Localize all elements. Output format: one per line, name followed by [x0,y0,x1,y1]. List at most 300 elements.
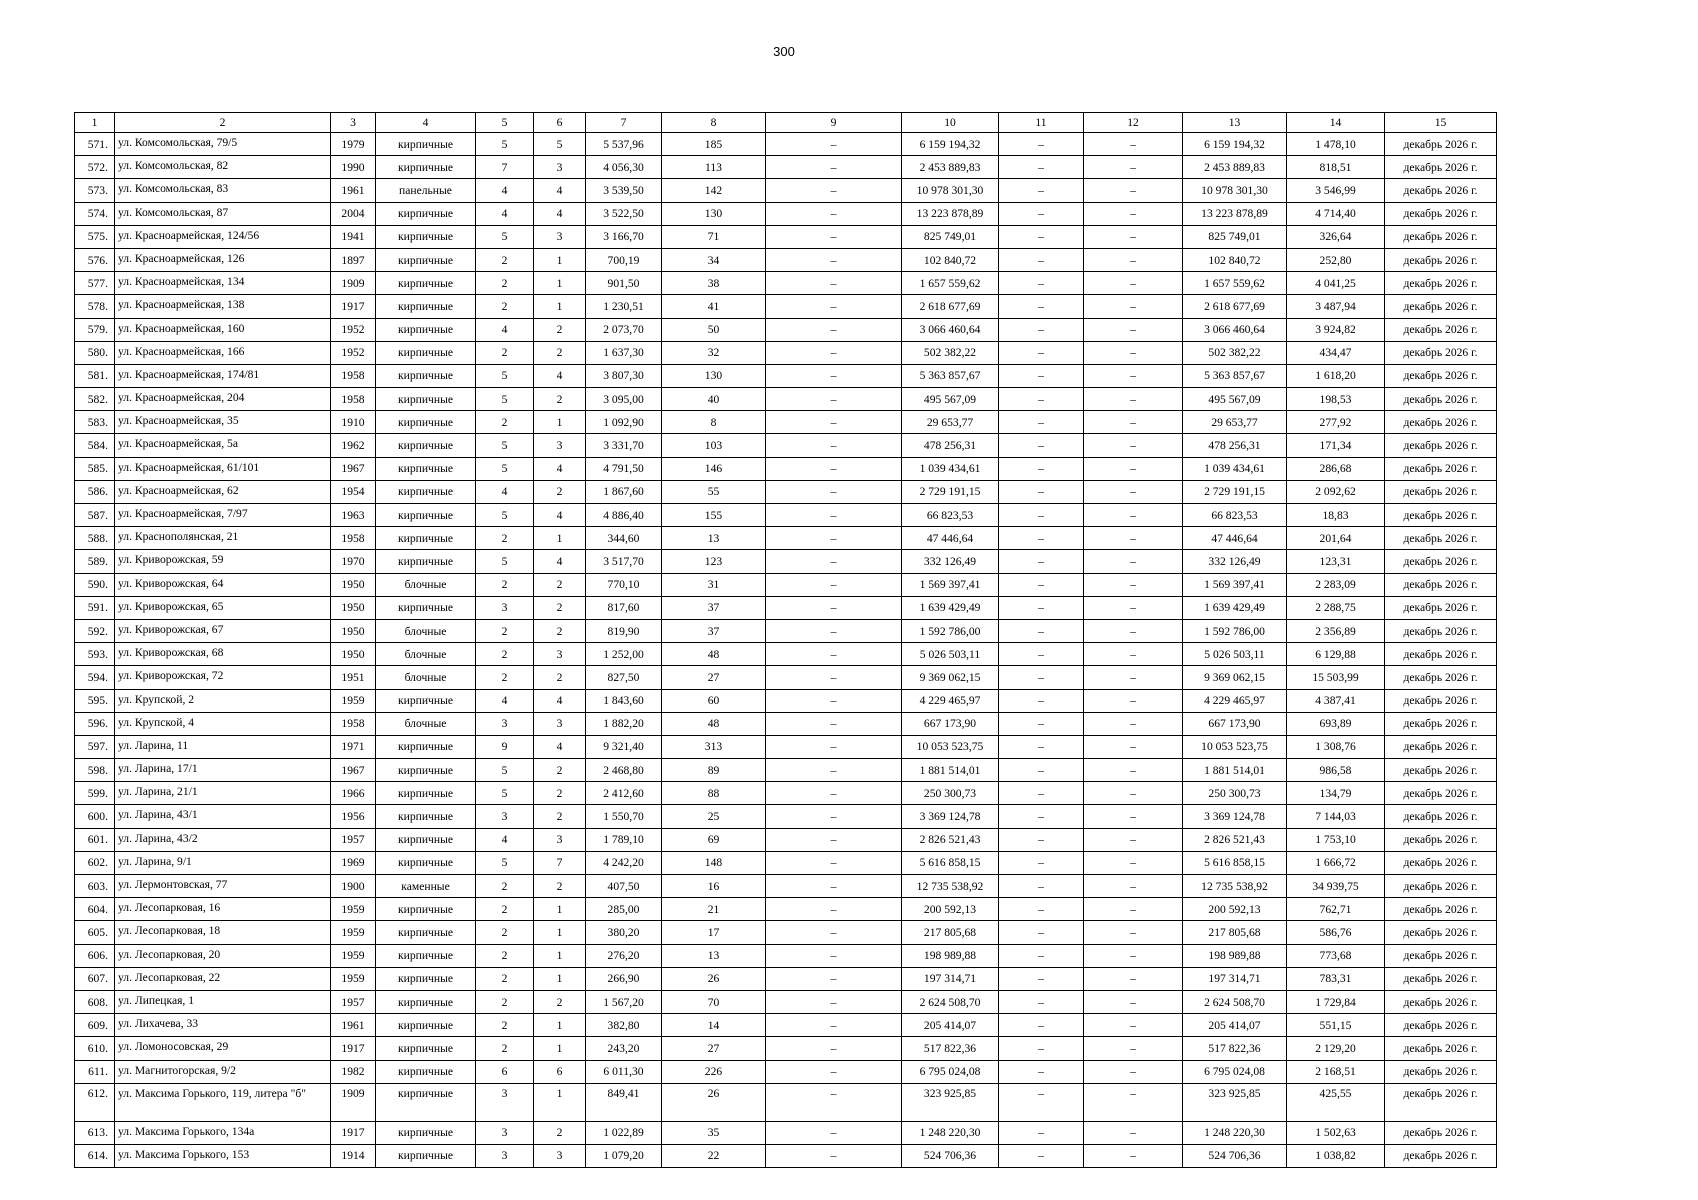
col-11-cell: – [999,480,1084,503]
cost-col-13-cell: 197 314,71 [1183,967,1287,990]
column-header: 8 [662,113,766,133]
entrances-cell: 3 [534,643,586,666]
column-header: 11 [999,113,1084,133]
entrances-cell: 1 [534,527,586,550]
column-header: 6 [534,113,586,133]
col-9-cell: – [766,944,902,967]
floors-cell: 5 [476,504,534,527]
col-11-cell: – [999,225,1084,248]
deadline-cell: декабрь 2026 г. [1385,550,1497,573]
deadline-cell: декабрь 2026 г. [1385,272,1497,295]
total-area-cell: 3 539,50 [586,179,662,202]
address-cell: ул. Ларина, 11 [115,735,331,758]
cost-col-13-cell: 2 624 508,70 [1183,990,1287,1013]
wall-material-cell: кирпичные [376,1144,476,1167]
wall-material-cell: кирпичные [376,202,476,225]
col-9-cell: – [766,851,902,874]
cost-col-13-cell: 47 446,64 [1183,527,1287,550]
wall-material-cell: кирпичные [376,550,476,573]
cost-per-sqm-cell: 1 478,10 [1287,133,1385,156]
col-11-cell: – [999,990,1084,1013]
floors-cell: 2 [476,944,534,967]
col-9-cell: – [766,712,902,735]
cost-per-sqm-cell: 286,68 [1287,457,1385,480]
year-built-cell: 1909 [331,272,376,295]
table-row [75,295,1497,318]
col-9-cell: – [766,921,902,944]
residents-cell: 13 [662,944,766,967]
row-number-cell: 577. [75,272,115,295]
deadline-cell: декабрь 2026 г. [1385,712,1497,735]
col-12-cell: – [1084,875,1183,898]
year-built-cell: 1951 [331,666,376,689]
year-built-cell: 1954 [331,480,376,503]
cost-col-13-cell: 29 653,77 [1183,411,1287,434]
table-row [75,550,1497,573]
floors-cell: 5 [476,759,534,782]
address-cell: ул. Лесопарковая, 20 [115,944,331,967]
total-area-cell: 5 537,96 [586,133,662,156]
table-row [75,851,1497,874]
cost-total-cell: 66 823,53 [902,504,999,527]
floors-cell: 2 [476,248,534,271]
table-row [75,341,1497,364]
year-built-cell: 1967 [331,457,376,480]
cost-col-13-cell: 1 657 559,62 [1183,272,1287,295]
entrances-cell: 1 [534,272,586,295]
col-11-cell: – [999,967,1084,990]
row-number-cell: 576. [75,248,115,271]
deadline-cell: декабрь 2026 г. [1385,457,1497,480]
col-9-cell: – [766,504,902,527]
col-9-cell: – [766,364,902,387]
cost-per-sqm-cell: 551,15 [1287,1014,1385,1037]
col-12-cell: – [1084,527,1183,550]
floors-cell: 4 [476,480,534,503]
cost-col-13-cell: 5 363 857,67 [1183,364,1287,387]
total-area-cell: 4 791,50 [586,457,662,480]
cost-total-cell: 1 039 434,61 [902,457,999,480]
cost-col-13-cell: 102 840,72 [1183,248,1287,271]
entrances-cell: 4 [534,550,586,573]
residents-cell: 38 [662,272,766,295]
cost-per-sqm-cell: 6 129,88 [1287,643,1385,666]
residents-cell: 32 [662,341,766,364]
residents-cell: 123 [662,550,766,573]
floors-cell: 9 [476,735,534,758]
year-built-cell: 1958 [331,364,376,387]
cost-total-cell: 1 657 559,62 [902,272,999,295]
cost-col-13-cell: 4 229 465,97 [1183,689,1287,712]
total-area-cell: 1 230,51 [586,295,662,318]
row-number-cell: 611. [75,1060,115,1083]
residents-cell: 26 [662,967,766,990]
cost-per-sqm-cell: 1 502,63 [1287,1121,1385,1144]
cost-col-13-cell: 198 989,88 [1183,944,1287,967]
entrances-cell: 6 [534,1060,586,1083]
cost-total-cell: 3 369 124,78 [902,805,999,828]
entrances-cell: 1 [534,1083,586,1121]
year-built-cell: 1959 [331,898,376,921]
entrances-cell: 2 [534,805,586,828]
wall-material-cell: кирпичные [376,735,476,758]
year-built-cell: 1958 [331,712,376,735]
row-number-cell: 573. [75,179,115,202]
total-area-cell: 4 886,40 [586,504,662,527]
cost-total-cell: 517 822,36 [902,1037,999,1060]
residents-cell: 313 [662,735,766,758]
col-11-cell: – [999,759,1084,782]
entrances-cell: 2 [534,990,586,1013]
entrances-cell: 2 [534,1121,586,1144]
wall-material-cell: кирпичные [376,156,476,179]
cost-col-13-cell: 1 639 429,49 [1183,596,1287,619]
address-cell: ул. Красноармейская, 61/101 [115,457,331,480]
deadline-cell: декабрь 2026 г. [1385,1121,1497,1144]
row-number-cell: 598. [75,759,115,782]
cost-col-13-cell: 9 369 062,15 [1183,666,1287,689]
total-area-cell: 2 073,70 [586,318,662,341]
address-cell: ул. Лесопарковая, 22 [115,967,331,990]
total-area-cell: 2 412,60 [586,782,662,805]
cost-per-sqm-cell: 1 753,10 [1287,828,1385,851]
address-cell: ул. Красноармейская, 35 [115,411,331,434]
residents-cell: 41 [662,295,766,318]
cost-total-cell: 2 453 889,83 [902,156,999,179]
year-built-cell: 1952 [331,341,376,364]
cost-col-13-cell: 502 382,22 [1183,341,1287,364]
residents-cell: 48 [662,643,766,666]
total-area-cell: 407,50 [586,875,662,898]
wall-material-cell: кирпичные [376,944,476,967]
col-9-cell: – [766,202,902,225]
row-number-cell: 586. [75,480,115,503]
col-11-cell: – [999,735,1084,758]
cost-col-13-cell: 5 616 858,15 [1183,851,1287,874]
column-header: 2 [115,113,331,133]
col-9-cell: – [766,341,902,364]
table-row [75,202,1497,225]
col-12-cell: – [1084,156,1183,179]
col-12-cell: – [1084,805,1183,828]
residents-cell: 17 [662,921,766,944]
year-built-cell: 1941 [331,225,376,248]
total-area-cell: 1 637,30 [586,341,662,364]
year-built-cell: 1970 [331,550,376,573]
table-row [75,1144,1497,1167]
col-12-cell: – [1084,550,1183,573]
entrances-cell: 2 [534,388,586,411]
wall-material-cell: кирпичные [376,527,476,550]
deadline-cell: декабрь 2026 г. [1385,527,1497,550]
total-area-cell: 770,10 [586,573,662,596]
cost-col-13-cell: 10 053 523,75 [1183,735,1287,758]
total-area-cell: 817,60 [586,596,662,619]
col-9-cell: – [766,967,902,990]
col-11-cell: – [999,898,1084,921]
col-9-cell: – [766,434,902,457]
cost-col-13-cell: 13 223 878,89 [1183,202,1287,225]
col-11-cell: – [999,1060,1084,1083]
wall-material-cell: кирпичные [376,1121,476,1144]
col-9-cell: – [766,1037,902,1060]
cost-per-sqm-cell: 252,80 [1287,248,1385,271]
address-cell: ул. Магнитогорская, 9/2 [115,1060,331,1083]
cost-col-13-cell: 6 795 024,08 [1183,1060,1287,1083]
cost-per-sqm-cell: 586,76 [1287,921,1385,944]
col-11-cell: – [999,133,1084,156]
entrances-cell: 2 [534,875,586,898]
col-9-cell: – [766,735,902,758]
total-area-cell: 276,20 [586,944,662,967]
floors-cell: 5 [476,782,534,805]
cost-col-13-cell: 825 749,01 [1183,225,1287,248]
cost-per-sqm-cell: 18,83 [1287,504,1385,527]
col-12-cell: – [1084,643,1183,666]
table-row [75,666,1497,689]
residents-cell: 37 [662,619,766,642]
floors-cell: 2 [476,411,534,434]
col-12-cell: – [1084,225,1183,248]
table-row [75,921,1497,944]
residents-cell: 21 [662,898,766,921]
deadline-cell: декабрь 2026 г. [1385,990,1497,1013]
cost-total-cell: 5 026 503,11 [902,643,999,666]
col-12-cell: – [1084,295,1183,318]
residents-cell: 71 [662,225,766,248]
col-11-cell: – [999,666,1084,689]
table-body [75,133,1497,1168]
residents-cell: 69 [662,828,766,851]
cost-per-sqm-cell: 434,47 [1287,341,1385,364]
column-header: 15 [1385,113,1497,133]
table-row [75,457,1497,480]
wall-material-cell: блочные [376,666,476,689]
cost-total-cell: 10 053 523,75 [902,735,999,758]
deadline-cell: декабрь 2026 г. [1385,364,1497,387]
total-area-cell: 1 789,10 [586,828,662,851]
col-9-cell: – [766,480,902,503]
cost-total-cell: 205 414,07 [902,1014,999,1037]
entrances-cell: 2 [534,341,586,364]
address-cell: ул. Лесопарковая, 18 [115,921,331,944]
cost-per-sqm-cell: 123,31 [1287,550,1385,573]
deadline-cell: декабрь 2026 г. [1385,782,1497,805]
column-header: 5 [476,113,534,133]
col-12-cell: – [1084,828,1183,851]
wall-material-cell: кирпичные [376,434,476,457]
row-number-cell: 603. [75,875,115,898]
entrances-cell: 2 [534,619,586,642]
floors-cell: 2 [476,272,534,295]
total-area-cell: 6 011,30 [586,1060,662,1083]
col-12-cell: – [1084,480,1183,503]
residents-cell: 27 [662,1037,766,1060]
cost-per-sqm-cell: 3 546,99 [1287,179,1385,202]
deadline-cell: декабрь 2026 г. [1385,921,1497,944]
deadline-cell: декабрь 2026 г. [1385,805,1497,828]
floors-cell: 2 [476,573,534,596]
col-11-cell: – [999,689,1084,712]
residents-cell: 40 [662,388,766,411]
row-number-cell: 612. [75,1083,115,1121]
cost-total-cell: 1 592 786,00 [902,619,999,642]
cost-total-cell: 524 706,36 [902,1144,999,1167]
cost-total-cell: 102 840,72 [902,248,999,271]
deadline-cell: декабрь 2026 г. [1385,735,1497,758]
row-number-cell: 609. [75,1014,115,1037]
year-built-cell: 1990 [331,156,376,179]
cost-per-sqm-cell: 4 041,25 [1287,272,1385,295]
col-9-cell: – [766,619,902,642]
col-11-cell: – [999,179,1084,202]
total-area-cell: 1 867,60 [586,480,662,503]
residents-cell: 50 [662,318,766,341]
year-built-cell: 1952 [331,318,376,341]
table-row [75,712,1497,735]
entrances-cell: 4 [534,364,586,387]
table-row [75,782,1497,805]
floors-cell: 3 [476,712,534,735]
entrances-cell: 5 [534,133,586,156]
residents-cell: 103 [662,434,766,457]
entrances-cell: 3 [534,434,586,457]
col-12-cell: – [1084,1083,1183,1121]
row-number-cell: 602. [75,851,115,874]
cost-per-sqm-cell: 2 092,62 [1287,480,1385,503]
cost-total-cell: 825 749,01 [902,225,999,248]
cost-per-sqm-cell: 171,34 [1287,434,1385,457]
deadline-cell: декабрь 2026 г. [1385,202,1497,225]
entrances-cell: 4 [534,457,586,480]
cost-col-13-cell: 3 066 460,64 [1183,318,1287,341]
address-cell: ул. Лесопарковая, 16 [115,898,331,921]
residents-cell: 146 [662,457,766,480]
entrances-cell: 1 [534,1014,586,1037]
total-area-cell: 1 882,20 [586,712,662,735]
entrances-cell: 2 [534,318,586,341]
cost-col-13-cell: 250 300,73 [1183,782,1287,805]
wall-material-cell: кирпичные [376,388,476,411]
total-area-cell: 3 807,30 [586,364,662,387]
entrances-cell: 1 [534,248,586,271]
year-built-cell: 1957 [331,990,376,1013]
col-12-cell: – [1084,202,1183,225]
total-area-cell: 380,20 [586,921,662,944]
residents-cell: 113 [662,156,766,179]
entrances-cell: 3 [534,712,586,735]
year-built-cell: 1950 [331,573,376,596]
cost-col-13-cell: 2 618 677,69 [1183,295,1287,318]
row-number-cell: 597. [75,735,115,758]
residents-cell: 48 [662,712,766,735]
table-row [75,411,1497,434]
row-number-cell: 582. [75,388,115,411]
deadline-cell: декабрь 2026 г. [1385,573,1497,596]
column-header: 13 [1183,113,1287,133]
entrances-cell: 4 [534,689,586,712]
cost-per-sqm-cell: 986,58 [1287,759,1385,782]
deadline-cell: декабрь 2026 г. [1385,619,1497,642]
col-11-cell: – [999,457,1084,480]
column-header: 12 [1084,113,1183,133]
cost-total-cell: 10 978 301,30 [902,179,999,202]
address-cell: ул. Красноармейская, 134 [115,272,331,295]
cost-per-sqm-cell: 3 487,94 [1287,295,1385,318]
year-built-cell: 1957 [331,828,376,851]
address-cell: ул. Максима Горького, 153 [115,1144,331,1167]
cost-col-13-cell: 478 256,31 [1183,434,1287,457]
col-11-cell: – [999,434,1084,457]
col-9-cell: – [766,828,902,851]
residents-cell: 16 [662,875,766,898]
table-row [75,875,1497,898]
entrances-cell: 2 [534,573,586,596]
col-11-cell: – [999,1144,1084,1167]
total-area-cell: 1 022,89 [586,1121,662,1144]
cost-per-sqm-cell: 198,53 [1287,388,1385,411]
wall-material-cell: кирпичные [376,341,476,364]
year-built-cell: 1910 [331,411,376,434]
floors-cell: 2 [476,666,534,689]
residents-cell: 60 [662,689,766,712]
row-number-cell: 578. [75,295,115,318]
wall-material-cell: кирпичные [376,133,476,156]
year-built-cell: 1917 [331,1121,376,1144]
col-12-cell: – [1084,666,1183,689]
table-row [75,480,1497,503]
entrances-cell: 2 [534,782,586,805]
cost-per-sqm-cell: 1 729,84 [1287,990,1385,1013]
table-row [75,990,1497,1013]
cost-col-13-cell: 495 567,09 [1183,388,1287,411]
entrances-cell: 2 [534,666,586,689]
entrances-cell: 2 [534,480,586,503]
floors-cell: 2 [476,921,534,944]
year-built-cell: 1959 [331,944,376,967]
row-number-cell: 596. [75,712,115,735]
year-built-cell: 1962 [331,434,376,457]
cost-total-cell: 200 592,13 [902,898,999,921]
col-11-cell: – [999,1121,1084,1144]
address-cell: ул. Комсомольская, 82 [115,156,331,179]
row-number-cell: 607. [75,967,115,990]
column-header: 3 [331,113,376,133]
floors-cell: 2 [476,898,534,921]
year-built-cell: 1950 [331,643,376,666]
cost-col-13-cell: 517 822,36 [1183,1037,1287,1060]
col-9-cell: – [766,990,902,1013]
wall-material-cell: блочные [376,643,476,666]
row-number-cell: 592. [75,619,115,642]
entrances-cell: 1 [534,295,586,318]
deadline-cell: декабрь 2026 г. [1385,434,1497,457]
residents-cell: 89 [662,759,766,782]
row-number-cell: 574. [75,202,115,225]
total-area-cell: 849,41 [586,1083,662,1121]
floors-cell: 5 [476,225,534,248]
row-number-cell: 591. [75,596,115,619]
wall-material-cell: кирпичные [376,318,476,341]
table-row [75,735,1497,758]
wall-material-cell: кирпичные [376,364,476,387]
total-area-cell: 3 095,00 [586,388,662,411]
cost-total-cell: 667 173,90 [902,712,999,735]
wall-material-cell: кирпичные [376,828,476,851]
col-9-cell: – [766,225,902,248]
address-cell: ул. Криворожская, 67 [115,619,331,642]
table-row [75,1121,1497,1144]
